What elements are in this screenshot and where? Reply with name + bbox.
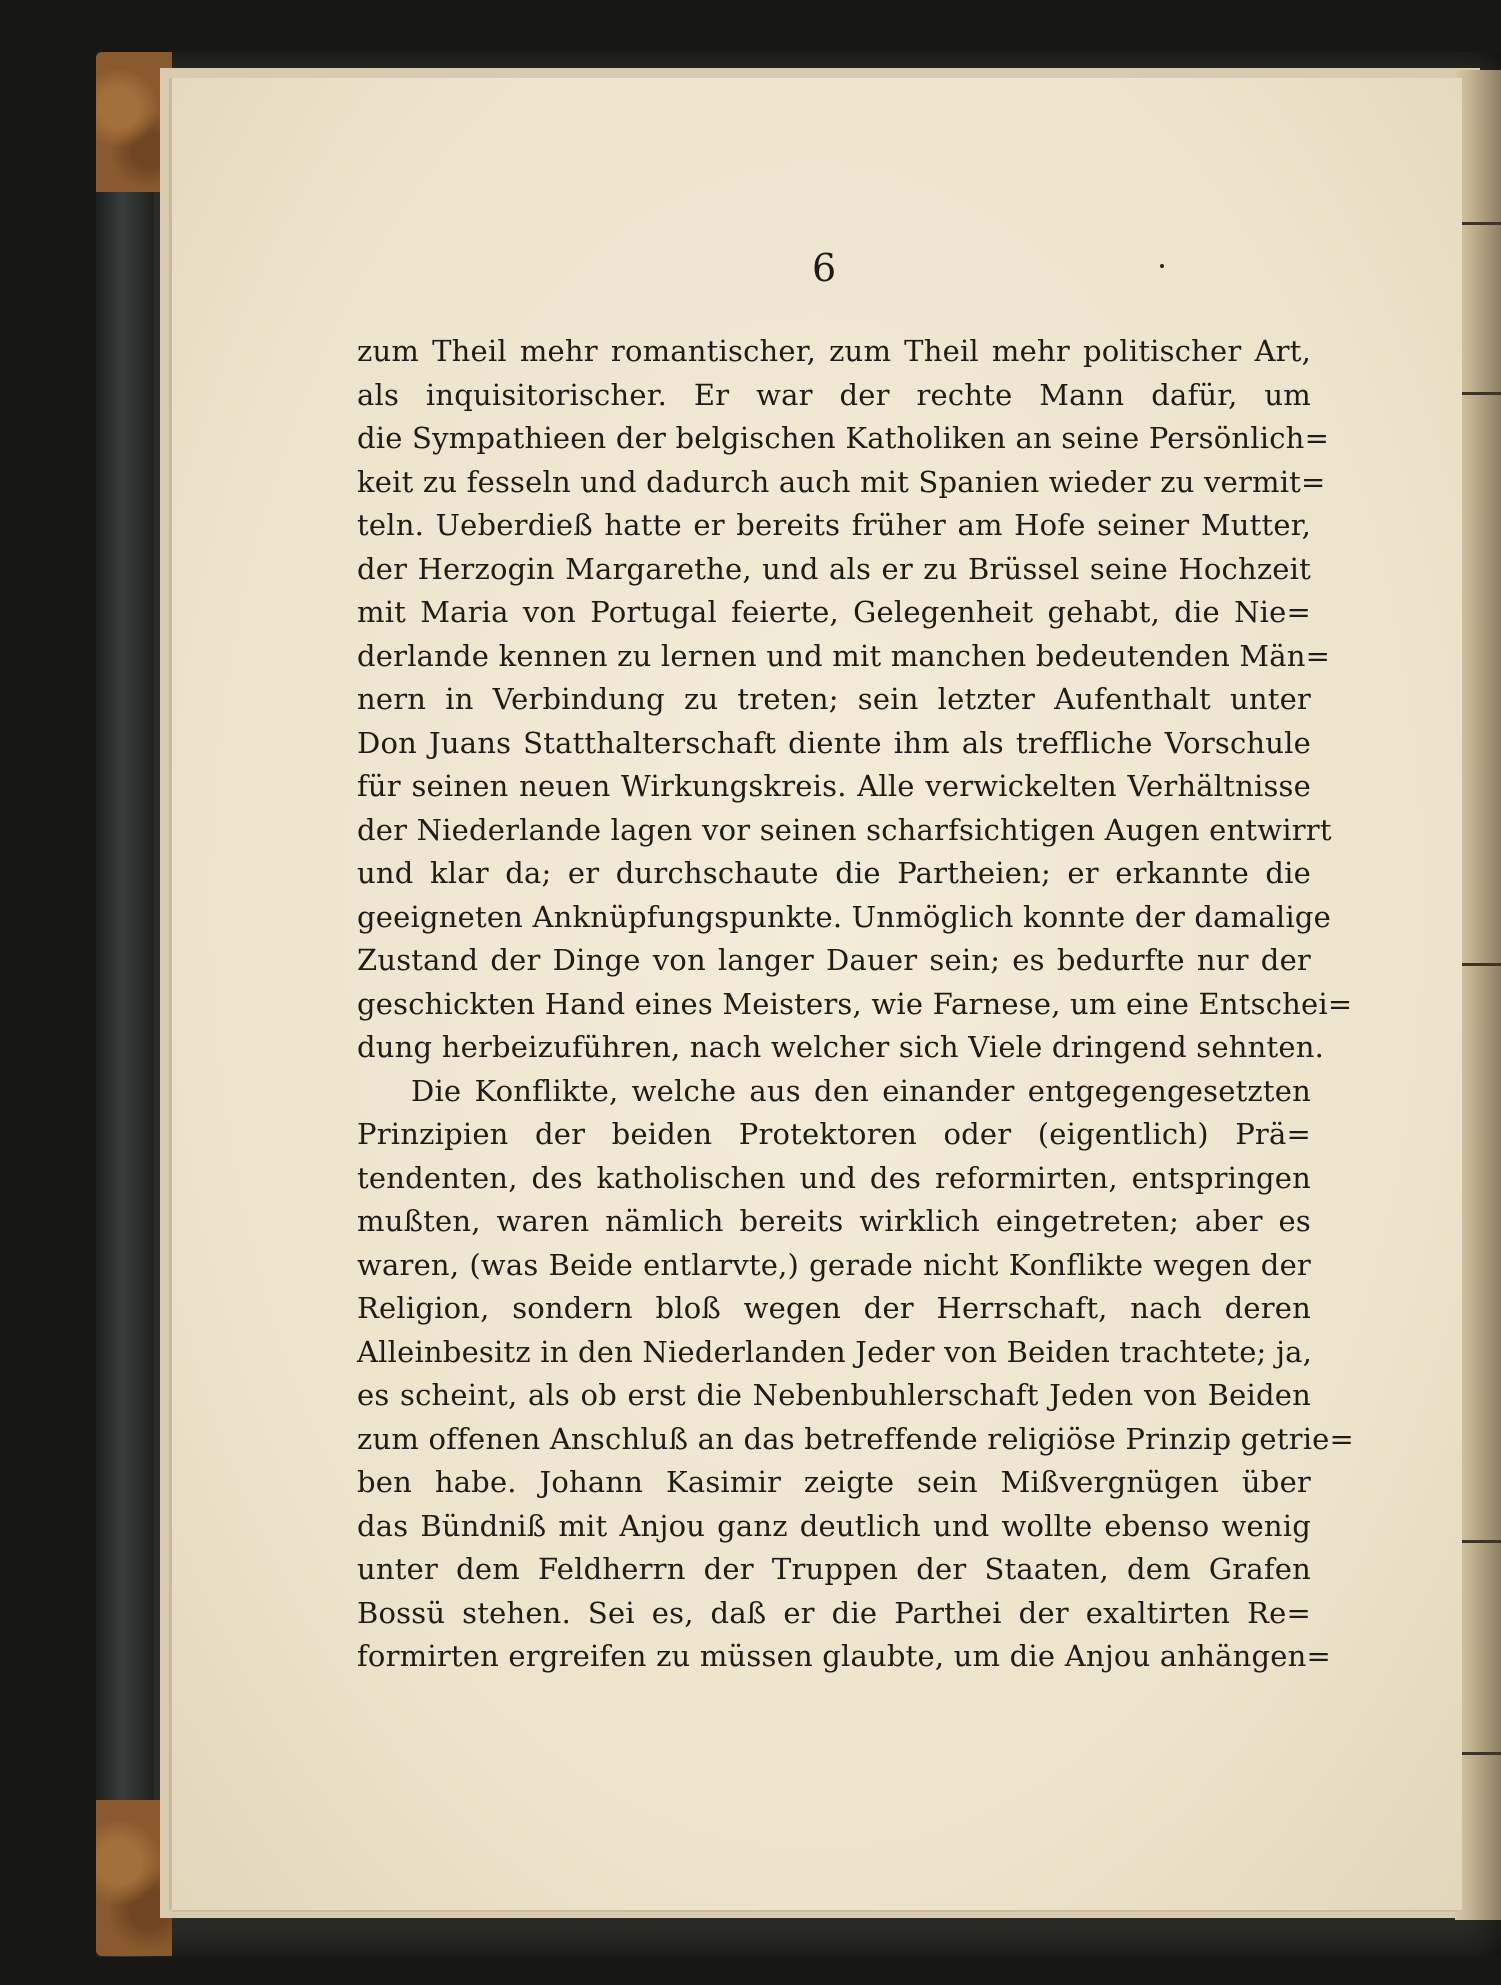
page-speck <box>1160 264 1164 268</box>
text-line: geeigneten Anknüpfungspunkte. Unmöglich konnte der damalige <box>357 899 1331 934</box>
text-line: keit zu fesseln und dadurch auch mit Spanien wieder zu vermit= <box>357 464 1326 499</box>
text-line: mußten, waren nämlich bereits wirklich eingetreten; aber es <box>357 1204 1311 1238</box>
page-text <box>357 330 1355 1679</box>
cover-spine-band <box>96 52 154 1957</box>
text-line: mit Maria von Portugal feierte, Gelegenheit gehabt, die Nie= <box>357 595 1311 629</box>
text-line: geschickten Hand eines Meisters, wie Farnese, um eine Entschei= <box>357 986 1353 1021</box>
text-line: zum Theil mehr romantischer, zum Theil mehr politischer Art, <box>357 334 1311 368</box>
text-line: Die Konflikte, welche aus den einander entgegengesetzten <box>411 1073 1311 1108</box>
text-line: für seinen neuen Wirkungskreis. Alle verwickelten Verhältnisse <box>357 769 1311 803</box>
text-line: derlande kennen zu lernen und mit manchen bedeutenden Män= <box>357 638 1331 673</box>
text-line: Bossü stehen. Sei es, daß er die Parthei der exaltirten Re= <box>357 1595 1311 1630</box>
text-line: der Herzogin Margarethe, und als er zu Brüssel seine Hochzeit <box>357 551 1311 586</box>
page-number: 6 <box>812 246 837 290</box>
text-line: Religion, sondern bloß wegen der Herrschaft, nach deren <box>357 1291 1311 1325</box>
text-line: teln. Ueberdieß hatte er bereits früher am Hofe seiner Mutter, <box>357 508 1311 542</box>
text-line: es scheint, als ob erst die Nebenbuhlerschaft Jeden von Beiden <box>357 1378 1311 1412</box>
text-line: Alleinbesitz in den Niederlanden Jeder von Beiden trachtete; ja, <box>357 1334 1313 1369</box>
text-line: formirten ergreifen zu müssen glaubte, um die Anjou anhängen= <box>357 1639 1331 1673</box>
text-line: als inquisitorischer. Er war der rechte Mann dafür, um <box>357 377 1311 412</box>
text-line: der Niederlande lagen vor seinen scharfsichtigen Augen entwirrt <box>357 812 1332 847</box>
text-line: die Sympathieen der belgischen Katholiken an seine Persönlich= <box>357 421 1330 455</box>
text-line: tendenten, des katholischen und des reformirten, entspringen <box>357 1160 1311 1195</box>
text-line: zum offenen Anschluß an das betreffende religiöse Prinzip getrie= <box>357 1421 1355 1456</box>
text-line: Don Juans Statthalterschaft diente ihm als treffliche Vorschule <box>357 725 1311 760</box>
text-line: ben habe. Johann Kasimir zeigte sein Mißvergnügen über <box>357 1465 1311 1499</box>
text-line: und klar da; er durchschaute die Partheien; er erkannte die <box>357 856 1311 890</box>
text-line: das Bündniß mit Anjou ganz deutlich und wollte ebenso wenig <box>357 1508 1311 1543</box>
text-line: unter dem Feldherrn der Truppen der Staaten, dem Grafen <box>357 1552 1311 1586</box>
text-line: nern in Verbindung zu treten; sein letzter Aufenthalt unter <box>357 682 1311 716</box>
text-line: Zustand der Dinge von langer Dauer sein; es bedurfte nur der <box>357 943 1311 977</box>
text-line: Prinzipien der beiden Protektoren oder (eigentlich) Prä= <box>357 1117 1311 1151</box>
text-line: waren, (was Beide entlarvte,) gerade nicht Konflikte wegen der <box>357 1247 1311 1282</box>
text-line: dung herbeizuführen, nach welcher sich Viele dringend sehnten. <box>357 1030 1325 1064</box>
